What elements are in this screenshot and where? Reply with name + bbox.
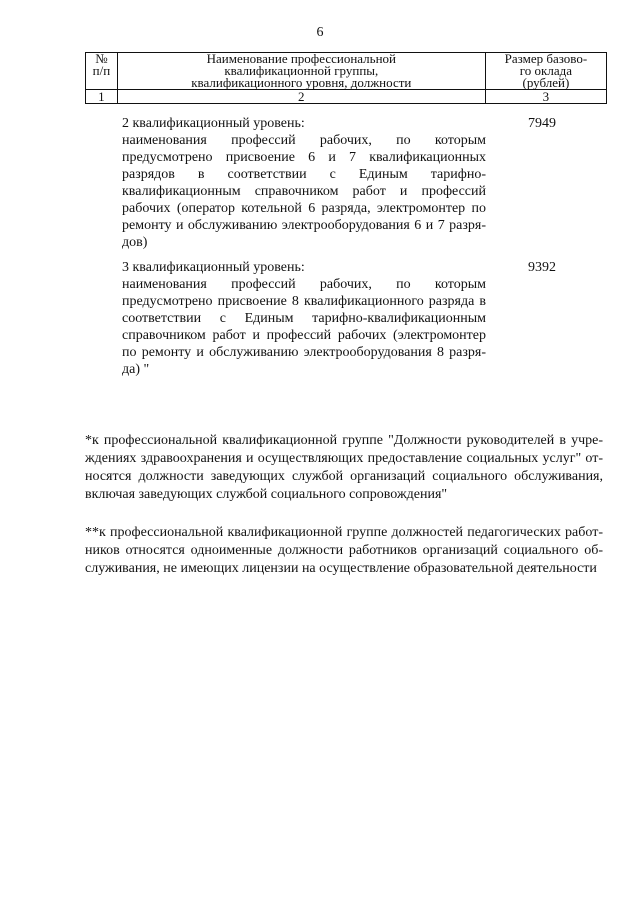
text-line: рабочих (оператор котельной 6 разряда, электромонтер по — [122, 201, 486, 216]
text-line: квалификационным справочником работ и профессий — [122, 184, 486, 199]
text-line: носятся должности заведующих службой организаций социального обслуживания, — [85, 469, 603, 484]
text-line: соответствии с Единым тарифно-квалификационным — [122, 311, 486, 326]
column-number: 1 — [86, 90, 118, 104]
text-line: предусмотрено присвоение 8 квалификационного разряда в — [122, 294, 486, 309]
footnote-double-asterisk — [85, 524, 603, 578]
text-line: наименования профессий рабочих, по которым — [122, 133, 486, 148]
table-header-row — [86, 53, 607, 90]
salary-value: 9392 — [528, 260, 556, 275]
header-text: № — [95, 51, 108, 66]
text-line: по ремонту и обслуживанию электрооборудования 8 разря- — [122, 345, 486, 360]
text-line: ников относятся одноименные должности работников организаций социального об- — [85, 543, 603, 558]
header-text: Размер базово- — [504, 51, 588, 66]
text-line: наименования профессий рабочих, по которым — [122, 277, 486, 292]
header-text: Наименование профессиональной — [206, 51, 396, 66]
header-salary-column — [485, 53, 606, 90]
column-numbering-row — [86, 90, 607, 104]
salary-value: 7949 — [528, 116, 556, 131]
column-number: 2 — [117, 90, 485, 104]
text-line: 2 квалификационный уровень: — [122, 116, 305, 131]
text-line: **к профессиональной квалификационной группе должностей педагогических работ- — [85, 525, 603, 540]
header-text: п/п — [92, 63, 111, 78]
text-line: служивания, не имеющих лицензии на осуществление образовательной деятельности — [85, 561, 597, 576]
header-number-column — [86, 53, 118, 90]
header-text: квалификационной группы, — [224, 63, 379, 78]
text-line: справочником работ и профессий рабочих (электромонтер — [122, 328, 486, 343]
text-line: 3 квалификационный уровень: — [122, 260, 305, 275]
text-line: да) " — [122, 362, 150, 377]
text-line: включая заведующих службой социального сопровождения" — [85, 487, 448, 502]
text-line: ждениях здравоохранения и осуществляющих предоставление социальных услуг" от- — [85, 451, 603, 466]
header-text: (рублей) — [522, 75, 570, 90]
qualification-level-3-description — [122, 259, 486, 378]
header-text: го оклада — [519, 63, 573, 78]
header-text: квалификационного уровня, должности — [191, 75, 412, 90]
column-number: 3 — [485, 90, 606, 104]
qualification-level-2-description — [122, 115, 486, 251]
text-line: *к профессиональной квалификационной группе "Должности руководителей в учре- — [85, 433, 603, 448]
footnote-single-asterisk — [85, 432, 603, 504]
salary-table-header — [85, 52, 607, 104]
text-line: дов) — [122, 235, 148, 250]
text-line: разрядов в соответствии с Единым тарифно- — [122, 167, 486, 182]
header-name-column — [117, 53, 485, 90]
text-line: ремонту и обслуживанию электрооборудования 6 и 7 разря- — [122, 218, 486, 233]
text-line: предусмотрено присвоение 6 и 7 квалификационных — [122, 150, 486, 165]
page-number: 6 — [316, 25, 324, 40]
